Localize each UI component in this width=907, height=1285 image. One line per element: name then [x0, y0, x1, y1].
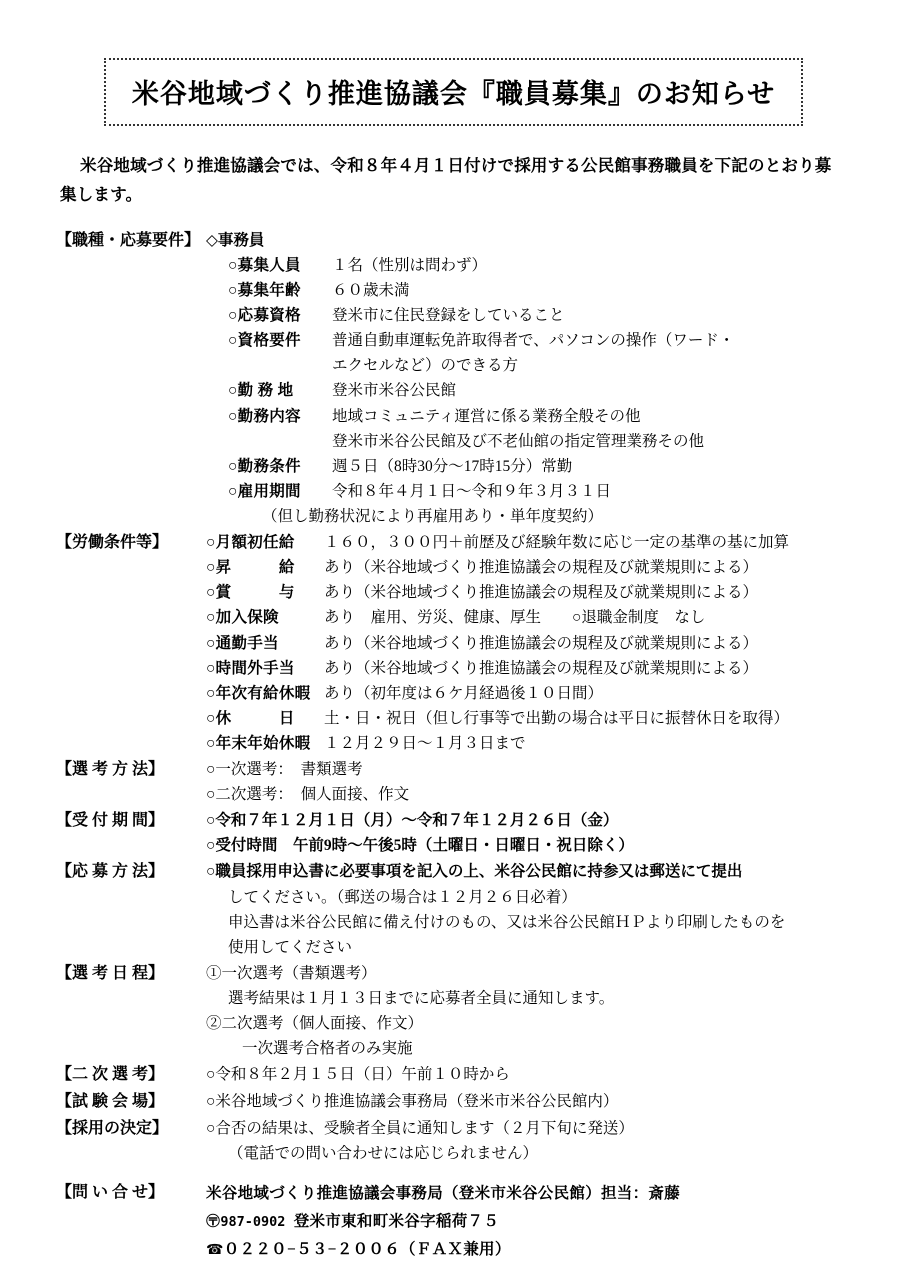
- section-body-job: [206, 228, 851, 529]
- job-item-term: ○勤 務 地: [228, 382, 294, 400]
- application-method-line: してください。（郵送の場合は１２月２６日必着）: [228, 888, 577, 906]
- section-label-application-method: 【応 募 方 法】: [56, 863, 165, 881]
- condition-value: あり（米谷地域づくり推進協議会の規程及び就業規則による）: [324, 559, 759, 577]
- condition-item: [206, 555, 851, 580]
- job-item-term: ○応募資格: [228, 307, 301, 325]
- section-job: [56, 228, 851, 529]
- condition-value: あり 雇用、労災、健康、厚生 ○退職金制度 なし: [324, 609, 706, 627]
- condition-value: あり（米谷地域づくり推進協議会の規程及び就業規則による）: [324, 584, 759, 602]
- section-selection-schedule: [56, 961, 851, 1061]
- section-body-application-method: [206, 859, 851, 959]
- section-label-venue: 【試 験 会 場】: [56, 1093, 165, 1111]
- job-item-term: ○資格要件: [228, 332, 301, 350]
- condition-term: ○加入保険: [206, 609, 279, 627]
- section-label-decision: 【採用の決定】: [56, 1120, 169, 1138]
- selection-method-line: ○二次選考： 個人面接、作文: [206, 786, 410, 804]
- condition-item: [206, 530, 851, 555]
- section-contact: [56, 1180, 851, 1264]
- job-item-value: 地域コミュニティ運営に係る業務全般その他: [332, 407, 641, 425]
- job-note: （但し勤務状況により再雇用あり・単年度契約）: [262, 507, 604, 525]
- job-item-value: 週５日（8時30分〜17時15分）常勤: [332, 457, 573, 475]
- section-label-selection-schedule: 【選 考 日 程】: [56, 964, 165, 982]
- job-item-value: 登米市米谷公民館及び不老仙館の指定管理業務その他: [332, 432, 705, 450]
- job-item-value: 令和８年４月１日〜令和９年３月３１日: [332, 482, 612, 500]
- condition-value: １２月２９日〜１月３日まで: [324, 734, 526, 752]
- contact-address: 登米市東和町米谷字稲荷７５: [293, 1213, 500, 1231]
- section-body-conditions: [206, 530, 851, 756]
- job-item: [206, 378, 851, 403]
- condition-term: ○賞 与: [206, 584, 295, 602]
- job-item-value: 登米市米谷公民館: [332, 382, 457, 400]
- job-item-term: ○勤務条件: [228, 457, 301, 475]
- condition-term: ○年次有給休暇: [206, 684, 311, 702]
- section-second-selection: [56, 1062, 851, 1088]
- condition-value: あり（初年度は６ケ月経過後１０日間）: [324, 684, 604, 702]
- job-item-term: ○募集人員: [228, 256, 301, 274]
- job-item-value: １名（性別は問わず）: [332, 256, 488, 274]
- section-application-period: [56, 808, 851, 858]
- section-selection-method: [56, 757, 851, 807]
- section-body-application-period: [206, 808, 851, 858]
- section-label-job: 【職種・応募要件】: [56, 231, 201, 249]
- section-body-selection-schedule: [206, 961, 851, 1061]
- job-item: [206, 278, 851, 303]
- section-application-method: [56, 859, 851, 959]
- job-item-term: ○雇用期間: [228, 482, 301, 500]
- telephone-icon: ☎: [206, 1242, 224, 1259]
- postal-mark-icon: 〶: [206, 1214, 221, 1231]
- selection-schedule-line: ①一次選考（書類選考）: [206, 964, 377, 982]
- page-title: 米谷地域づくり推進協議会『職員募集』のお知らせ: [104, 58, 803, 126]
- section-label-conditions: 【労働条件等】: [56, 534, 169, 552]
- section-decision: [56, 1116, 851, 1166]
- section-conditions: [56, 530, 851, 756]
- job-item-term: ○募集年齢: [228, 281, 301, 299]
- section-label-application-period: 【受 付 期 間】: [56, 812, 165, 830]
- section-label-contact: 【問 い 合 せ】: [56, 1184, 165, 1202]
- job-item-value: エクセルなど）のできる方: [332, 357, 519, 375]
- section-body-selection-method: [206, 757, 851, 807]
- condition-item: [206, 706, 851, 731]
- section-label-selection-method: 【選 考 方 法】: [56, 761, 165, 779]
- job-item-term: ○勤務内容: [228, 407, 301, 425]
- section-venue: [56, 1089, 851, 1115]
- job-item-value: 登米市に住民登録をしていること: [332, 307, 565, 325]
- job-item-value: 普通自動車運転免許取得者で、パソコンの操作（ワード・: [332, 332, 735, 350]
- condition-value: 土・日・祝日（但し行事等で出勤の場合は平日に振替休日を取得）: [324, 709, 790, 727]
- section-label-second-selection: 【二 次 選 考】: [56, 1066, 165, 1084]
- job-item-value: ６０歳未満: [332, 281, 410, 299]
- contact-postal-code: 987-0902: [220, 1214, 286, 1231]
- venue-line: ○米谷地域づくり推進協議会事務局（登米市米谷公民館内）: [206, 1093, 619, 1111]
- condition-value: あり（米谷地域づくり推進協議会の規程及び就業規則による）: [324, 634, 759, 652]
- condition-item: [206, 731, 851, 756]
- selection-schedule-line: 選考結果は１月１３日までに応募者全員に通知します。: [228, 990, 615, 1008]
- application-period-line: ○令和７年１２月１日（月）〜令和７年１２月２６日（金）: [206, 812, 619, 830]
- application-period-line: ○受付時間 午前9時〜午後5時（土曜日・日曜日・祝日除く）: [206, 837, 634, 855]
- selection-schedule-line: 一次選考合格者のみ実施: [242, 1040, 413, 1058]
- condition-term: ○年末年始休暇: [206, 734, 311, 752]
- condition-item: [206, 631, 851, 656]
- condition-term: ○休 日: [206, 709, 295, 727]
- job-item: [206, 404, 851, 429]
- condition-value: あり（米谷地域づくり推進協議会の規程及び就業規則による）: [324, 659, 759, 677]
- job-item: [206, 303, 851, 328]
- job-heading: ◇事務員: [206, 231, 265, 249]
- job-item-cont: [206, 353, 851, 378]
- section-body-second-selection: [206, 1062, 851, 1087]
- condition-term: ○時間外手当: [206, 659, 295, 677]
- application-method-line: 申込書は米谷公民館に備え付けのもの、又は米谷公民館ＨＰより印刷したものを: [228, 913, 786, 931]
- job-item: [206, 454, 851, 479]
- decision-line: ○合否の結果は、受験者全員に通知します（２月下旬に発送）: [206, 1120, 634, 1138]
- condition-item: [206, 656, 851, 681]
- contact-address-line: [206, 1208, 851, 1236]
- second-selection-line: ○令和８年２月１５日（日）午前１０時から: [206, 1066, 510, 1084]
- application-method-line: 使用してください: [228, 938, 353, 956]
- section-body-venue: [206, 1089, 851, 1114]
- application-method-line: ○職員採用申込書に必要事項を記入の上、米谷公民館に持参又は郵送にて提出: [206, 863, 743, 881]
- job-item: [206, 328, 851, 353]
- contact-phone-line: [206, 1236, 851, 1264]
- decision-line: （電話での問い合わせには応じられません）: [228, 1145, 539, 1163]
- condition-value: １６０，３００円＋前歴及び経験年数に応じ一定の基準の基に加算: [324, 534, 790, 552]
- contact-organization: 米谷地域づくり推進協議会事務局（登米市米谷公民館）担当：斎藤: [206, 1185, 681, 1203]
- condition-term: ○通勤手当: [206, 634, 279, 652]
- condition-term: ○月額初任給: [206, 534, 295, 552]
- condition-item: [206, 605, 851, 630]
- job-item-cont: [206, 429, 851, 454]
- selection-schedule-line: ②二次選考（個人面接、作文）: [206, 1015, 424, 1033]
- condition-item: [206, 681, 851, 706]
- section-body-contact: [206, 1180, 851, 1264]
- intro-paragraph: 米谷地域づくり推進協議会では、令和８年４月１日付けで採用する公民館事務職員を下記のとおり募集します。: [60, 156, 832, 204]
- job-item: [206, 479, 851, 504]
- contact-phone: ０２２０−５３−２００６（ＦＡＸ兼用）: [223, 1241, 511, 1259]
- condition-term: ○昇 給: [206, 559, 295, 577]
- condition-item: [206, 580, 851, 605]
- job-item: [206, 253, 851, 278]
- title-container: [56, 58, 851, 126]
- section-body-decision: [206, 1116, 851, 1166]
- selection-method-line: ○一次選考： 書類選考: [206, 761, 363, 779]
